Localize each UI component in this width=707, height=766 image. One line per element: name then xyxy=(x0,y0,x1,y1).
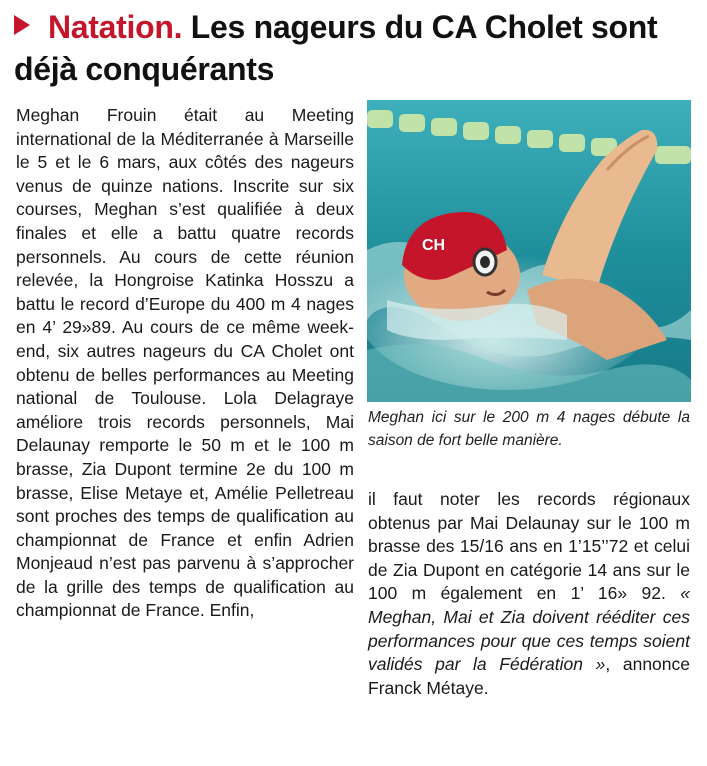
article-column-right xyxy=(368,488,690,700)
article-quote: « Meghan, Mai et Zia doivent rééditer ces performances pour que ces temps soient validés par la Fédération » xyxy=(368,583,690,675)
cap-lettering: CH xyxy=(422,237,446,254)
article-text-right-tail: , annonce Franck Métaye. xyxy=(368,654,691,698)
headline xyxy=(14,6,704,90)
headline-title: Les nageurs du CA Cholet sont déjà conquérants xyxy=(14,9,658,87)
photo-caption: Meghan ici sur le 200 m 4 nages débute la saison de fort belle manière. xyxy=(368,409,690,449)
headline-kicker: Natation. xyxy=(48,9,183,45)
article-text-right xyxy=(368,488,690,700)
article-text-left: Meghan Frouin était au Meeting international de la Méditerranée à Marseille le 5 et le 6 mars, aux côtés des nageurs venus de quinze nations. Inscrite sur six courses, Meghan s’est qualifiée à deux finales et elle a battu quatre records personnels. Au cours de cette réunion relevée, la Hongroise Katinka Hosszu a battu le record d’Europe du 400 m 4 nages en 4’ 29»89. Au cours de ce même week-end, six autres nageurs du CA Cholet ont obtenu de belles performances au Meeting national de Toulouse. Lola Delagraye améliore trois records personnels, Mai Delaunay remporte le 50 m et le 100 m brasse, Zia Dupont termine 2e du 100 m brasse, Elise Metaye et, Amélie Pelletreau sont proches des temps de qualification au championnat de France et enfin Adrien Monjeaud n’est pas parvenu à s’approcher de la grille des temps de qualification au championnat de France. Enfin, xyxy=(16,105,354,621)
swimmer-photo xyxy=(367,100,691,402)
article-text-right-body: il faut noter les records régionaux obtenus par Mai Delaunay sur le 100 m brasse des 15/16 ans en 1’15’’72 et celui de Zia Dupont en catégorie 14 ans sur le 100 m également en 1’ 16» 92. xyxy=(368,489,690,604)
article-column-left xyxy=(16,104,354,623)
triangle-arrow-icon xyxy=(14,15,30,35)
